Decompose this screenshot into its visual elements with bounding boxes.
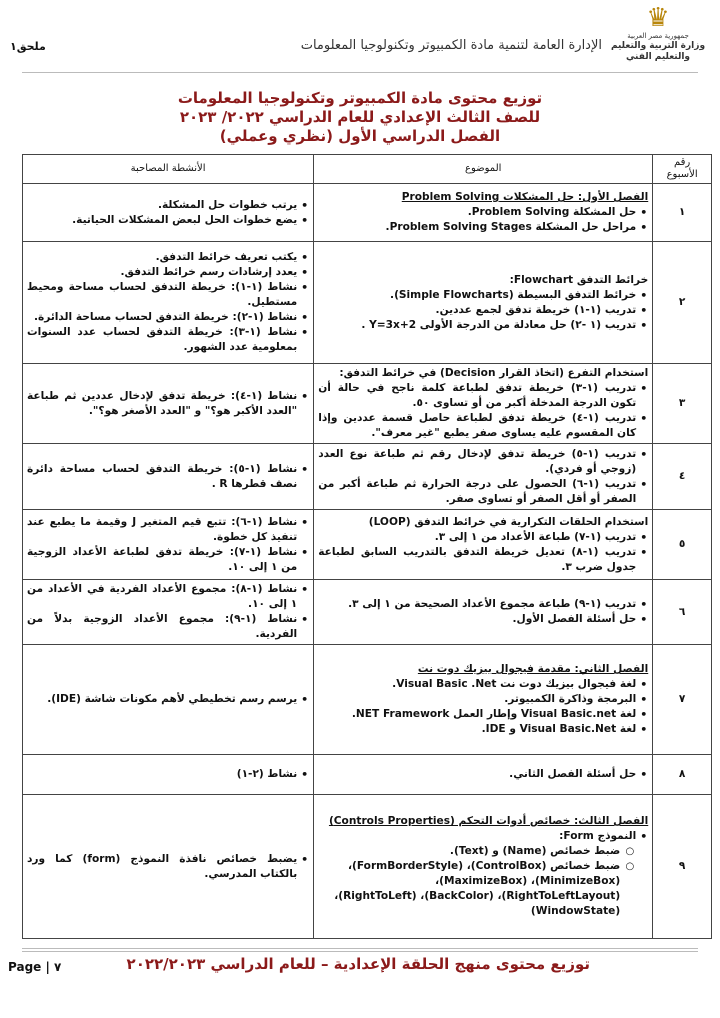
activity-item: • نشاط (١-٧): خريطة تدفق لطباعة الأعداد الزوجية من ١ إلى ١٠. (27, 545, 309, 575)
topic-item: • حل أسئلة الفصل الأول. (318, 612, 648, 627)
topic-sublist (318, 844, 648, 919)
week-number: ١ (653, 184, 712, 242)
document-titles (0, 88, 720, 146)
activities-cell (23, 242, 314, 364)
topic-subheading: • النموذج Form: (318, 829, 648, 844)
footer-divider-2 (22, 951, 698, 952)
activities-cell (23, 645, 314, 755)
activity-item: • نشاط (٢-١) (27, 767, 309, 782)
footer-divider (22, 948, 698, 949)
department-name: الإدارة العامة لتنمية مادة الكمبيوتر وتكنولوجيا المعلومات (300, 38, 602, 53)
topic-cell (314, 242, 653, 364)
topic-list (318, 288, 648, 333)
logo-ministry: وزارة التربية والتعليم (610, 41, 706, 51)
activity-item: • يعدد إرشادات رسم خرائط التدفق. (27, 265, 309, 280)
annex-label: ملحق١ (10, 40, 46, 53)
topic-item: • تدريب (١-٨) تعديل خريطة التدفق بالتدريب السابق لطباعة جدول ضرب ٣. (318, 545, 648, 575)
week-number: ٤ (653, 444, 712, 510)
activities-list (27, 767, 309, 782)
topic-list (318, 447, 648, 507)
week-number: ٢ (653, 242, 712, 364)
topic-item: • البرمجة وذاكرة الكمبيوتر. (318, 692, 648, 707)
topic-list (318, 597, 648, 627)
week-number: ٨ (653, 755, 712, 795)
activity-item: • نشاط (١-٦): تتبع قيم المتغير J وقيمة ما يطبع عند تنفيذ كل خطوة. (27, 515, 309, 545)
page-header (0, 0, 720, 72)
topic-item: • تدريب (١ -٢) حل معادلة من الدرجة الأولى Y=3x+2 . (318, 318, 648, 333)
activities-list (27, 852, 309, 882)
topic-cell (314, 580, 653, 645)
topic-item: • تدريب (١-٣) خريطة تدفق لطباعة كلمة ناجح في حالة أن تكون الدرجة المدخلة أكبر من أو تساوى ٥٠. (318, 381, 648, 411)
activity-item: • نشاط (١-٥): خريطة التدفق لحساب مساحة دائرة نصف قطرها R . (27, 462, 309, 492)
activity-item: • نشاط (١-٤): خريطة تدفق لإدخال عددين ثم طباعة "العدد الأكبر هو؟" و "العدد الأصغر هو؟". (27, 389, 309, 419)
topic-cell (314, 645, 653, 755)
activity-item: • يكتب تعريف خرائط التدفق. (27, 250, 309, 265)
table-row (23, 184, 712, 242)
topic-list (318, 677, 648, 737)
topic-item: • لغة فيجوال بيزيك دوت نت Visual Basic .Net. (318, 677, 648, 692)
activity-item: • يضبط خصائص نافذة النموذج (form) كما ورد بالكتاب المدرسي. (27, 852, 309, 882)
topic-item: • تدريب (١-٥) خريطة تدفق لإدخال رقم ثم طباعة نوع العدد (زوجي أو فردي). (318, 447, 648, 477)
topic-item: • تدريب (١-٤) خريطة تدفق لطباعة حاصل قسمة عددين وإذا كان المقسوم عليه يساوى صفر يطبع "غير معرف". (318, 411, 648, 441)
week-number: ٦ (653, 580, 712, 645)
table-row (23, 795, 712, 939)
topic-list (318, 205, 648, 235)
activity-item: • نشاط (١-١): خريطة التدفق لحساب مساحة ومحيط مستطيل. (27, 280, 309, 310)
topic-heading: استخدام الحلقات التكرارية في خرائط التدفق (LOOP) (368, 515, 649, 528)
table-header-row (23, 155, 712, 184)
week-number: ٧ (653, 645, 712, 755)
activity-item: • يضع خطوات الحل لبعض المشكلات الحياتية. (27, 213, 309, 228)
logo-ministry-2: والتعليم الفني (625, 52, 691, 62)
table-row (23, 580, 712, 645)
topic-heading: استخدام التفرع (اتخاذ القرار Decision) في خرائط التدفق: (339, 367, 649, 379)
table-row (23, 444, 712, 510)
topic-item: ○ ضبط خصائص (ControlBox)، (FormBorderStyle)، (MinimizeBox)، (MaximizeBox)، (RightToLeftLayout)، (BackColor)، (RightToLeft)، (WindowState) (318, 859, 634, 919)
activities-cell (23, 364, 314, 444)
topic-cell (314, 795, 653, 939)
activities-cell (23, 580, 314, 645)
topic-item: • حل المشكلة Problem Solving. (318, 205, 648, 220)
table-row (23, 510, 712, 580)
activities-cell (23, 184, 314, 242)
table-row (23, 364, 712, 444)
topic-item: • مراحل حل المشكلة Problem Solving Stages. (318, 220, 648, 235)
ministry-logo (610, 4, 706, 70)
topic-item: • لغة Visual Basic.net وإطار العمل NET Framework. (318, 707, 648, 722)
title-line-2: للصف الثالث الإعدادي للعام الدراسي ٢٠٢٢/ ٢٠٢٣ (179, 108, 541, 126)
activities-list (27, 198, 309, 228)
page-number: Page | ٧ (8, 960, 62, 974)
activities-list (27, 389, 309, 419)
header-activities: الأنشطة المصاحبة (23, 155, 314, 184)
topic-heading: خرائط التدفق Flowchart: (509, 273, 649, 286)
table-row (23, 755, 712, 795)
activities-list (27, 515, 309, 575)
activity-item: • نشاط (١-٣): خريطة التدفق لحساب عدد السنوات بمعلومية عدد الشهور. (27, 325, 309, 355)
header-week: رقم الأسبوع (653, 155, 712, 184)
topic-cell (314, 755, 653, 795)
week-number: ٥ (653, 510, 712, 580)
topic-heading: الفصل الثالث: خصائص أدوات التحكم (Controls Properties) (328, 815, 649, 827)
topic-item: • تدريب (١-٧) طباعة الأعداد من ١ إلى ٣. (318, 530, 648, 545)
topic-heading: الفصل الثاني: مقدمة فيجوال بيزيك دوت نت (417, 663, 649, 675)
header-divider (22, 72, 698, 73)
activity-item: • نشاط (١-٨): مجموع الأعداد الفردية في الأعداد من ١ إلى ١٠. (27, 582, 309, 612)
week-number: ٩ (653, 795, 712, 939)
table-row (23, 242, 712, 364)
topic-item: • تدريب (١-٩) طباعة مجموع الأعداد الصحيحة من ١ إلى ٣. (318, 597, 648, 612)
title-line-3: الفصل الدراسي الأول (نظري وعملي) (219, 127, 501, 145)
activity-item: • يرسم رسم تخطيطي لأهم مكونات شاشة (IDE). (27, 692, 309, 707)
topic-item: ○ ضبط خصائص (Name) و (Text). (318, 844, 634, 859)
topic-heading: الفصل الأول: حل المشكلات Problem Solving (401, 191, 649, 203)
activities-cell (23, 444, 314, 510)
topic-item: • تدريب (١-١) خريطة تدفق لجمع عددين. (318, 303, 648, 318)
topic-list (318, 381, 648, 441)
topic-cell (314, 364, 653, 444)
table-row (23, 645, 712, 755)
activities-list (27, 582, 309, 642)
activity-item: • يرتب خطوات حل المشكلة. (27, 198, 309, 213)
topic-list (318, 767, 648, 782)
curriculum-table (22, 154, 712, 939)
topic-list (318, 530, 648, 575)
topic-cell (314, 184, 653, 242)
logo-country: جمهورية مصر العربية (627, 32, 689, 40)
activities-cell (23, 755, 314, 795)
activity-item: • نشاط (١-٩): مجموع الأعداد الزوجية بدلاً من الفردية. (27, 612, 309, 642)
topic-item: • خرائط التدفق البسيطة (Simple Flowcharts). (318, 288, 648, 303)
week-number: ٣ (653, 364, 712, 444)
header-topic: الموضوع (314, 155, 653, 184)
eagle-emblem-icon: ♛ (646, 3, 670, 33)
topic-cell (314, 444, 653, 510)
topic-item: • حل أسئلة الفصل الثاني. (318, 767, 648, 782)
title-line-1: توزيع محتوى مادة الكمبيوتر وتكنولوجيا المعلومات (177, 89, 543, 107)
activities-list (27, 462, 309, 492)
topic-cell (314, 510, 653, 580)
footer-title: توزيع محتوى منهج الحلقة الإعدادية – للعام الدراسي ٢٠٢٢/٢٠٢٣ (126, 955, 590, 973)
topic-list (318, 829, 648, 844)
topic-item: • تدريب (١-٦) الحصول على درجة الحرارة ثم طباعة أكبر من الصفر أو أقل الصفر أو تساوى صفر. (318, 477, 648, 507)
activities-list (27, 250, 309, 355)
activities-list (27, 692, 309, 707)
activities-cell (23, 510, 314, 580)
activities-cell (23, 795, 314, 939)
activity-item: • نشاط (١-٢): خريطة التدفق لحساب مساحة الدائرة. (27, 310, 309, 325)
topic-item: • لغة Visual Basic.Net و IDE. (318, 722, 648, 737)
